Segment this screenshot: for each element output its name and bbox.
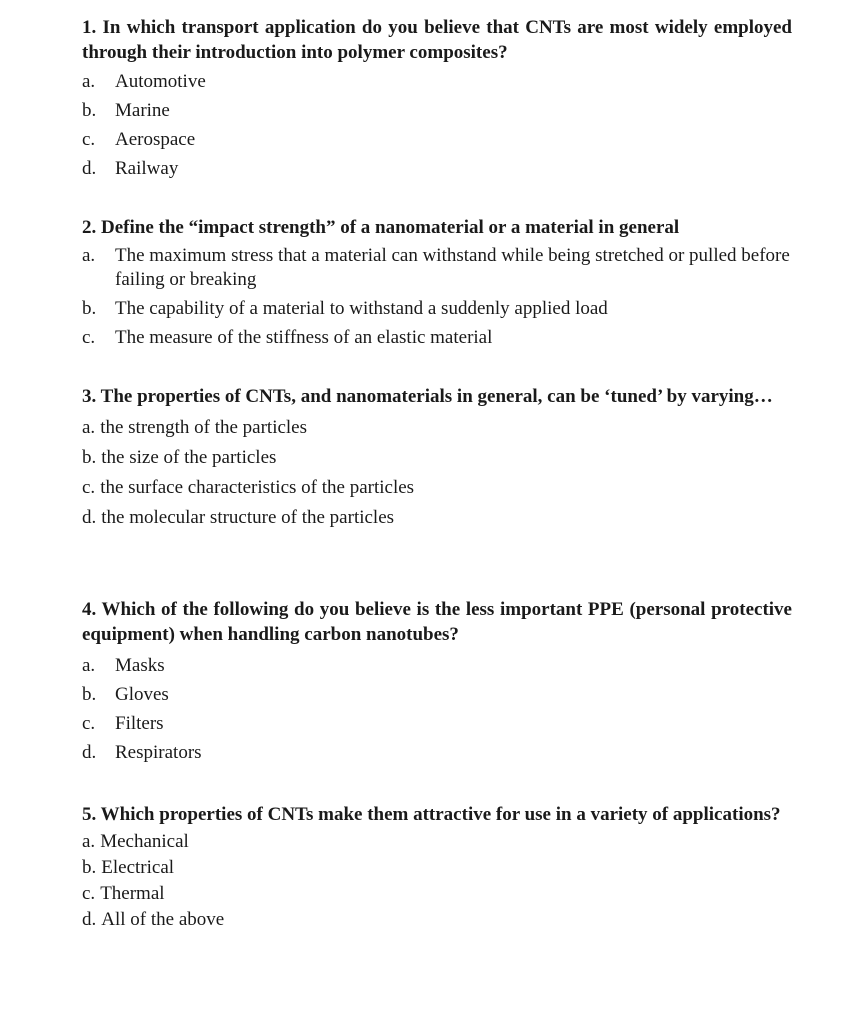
option-letter: c. [82,477,96,498]
option-text: Gloves [115,684,169,705]
option-item [82,476,792,500]
option-letter: b. [82,447,97,468]
option-text: The capability of a material to withstand a suddenly applied load [115,298,608,319]
option-text: Filters [115,713,164,734]
option-item [82,446,792,470]
option-item [82,654,792,678]
question-1-options [82,70,792,181]
option-item [82,326,792,350]
option-text: Aerospace [115,129,196,150]
question-1-title: 1. In which transport application do you believe that CNTs are most widely employed through their introduction into polymer composites? [82,17,792,63]
option-item [82,70,792,94]
option-letter: c. [82,713,96,734]
option-text: Electrical [101,857,175,878]
question-3 [82,384,792,530]
option-text: the molecular structure of the particles [101,507,395,528]
question-1 [82,15,792,181]
question-2-options [82,244,792,350]
option-letter: d. [82,158,97,179]
option-item [82,908,792,932]
question-3-options [82,416,792,530]
option-text: Respirators [115,742,202,763]
option-item [82,128,792,152]
option-item [82,830,792,854]
question-3-title: 3. The properties of CNTs, and nanomaterials in general, can be ‘tuned’ by varying… [82,386,773,407]
option-item [82,683,792,707]
quiz-page [82,0,792,1024]
option-item [82,506,792,530]
option-text: The measure of the stiffness of an elastic material [115,327,493,348]
option-item [82,416,792,440]
option-letter: b. [82,684,97,705]
option-item [82,244,792,292]
option-item [82,99,792,123]
option-letter: d. [82,507,97,528]
option-text: All of the above [101,909,225,930]
question-4-options [82,654,792,765]
option-text: The maximum stress that a material can withstand while being stretched or pulled before failing or breaking [115,245,790,290]
question-5-title: 5. Which properties of CNTs make them attractive for use in a variety of applications? [82,804,781,825]
option-item [82,157,792,181]
option-letter: c. [82,883,96,904]
option-text: Marine [115,100,170,121]
option-item [82,297,792,321]
option-letter: b. [82,100,97,121]
option-letter: b. [82,298,97,319]
option-text: Mechanical [100,831,189,852]
option-letter: a. [82,245,96,266]
question-4 [82,597,792,765]
question-4-title: 4. Which of the following do you believe is the less important PPE (personal protective equipment) when handling carbon nanotubes? [82,599,792,645]
option-letter: b. [82,857,97,878]
option-letter: d. [82,909,97,930]
option-text: Railway [115,158,179,179]
question-2 [82,215,792,350]
option-letter: d. [82,742,97,763]
option-text: Thermal [100,883,165,904]
option-letter: c. [82,327,96,348]
option-letter: a. [82,417,96,438]
option-text: the size of the particles [101,447,277,468]
question-2-title: 2. Define the “impact strength” of a nanomaterial or a material in general [82,217,680,238]
option-text: Masks [115,655,165,676]
option-text: Automotive [115,71,206,92]
question-5-options [82,830,792,932]
option-text: the strength of the particles [100,417,308,438]
option-letter: a. [82,71,96,92]
option-letter: c. [82,129,96,150]
option-letter: a. [82,831,96,852]
option-item [82,882,792,906]
question-5 [82,802,792,932]
option-letter: a. [82,655,96,676]
option-item [82,856,792,880]
option-item [82,741,792,765]
option-text: the surface characteristics of the particles [100,477,415,498]
option-item [82,712,792,736]
